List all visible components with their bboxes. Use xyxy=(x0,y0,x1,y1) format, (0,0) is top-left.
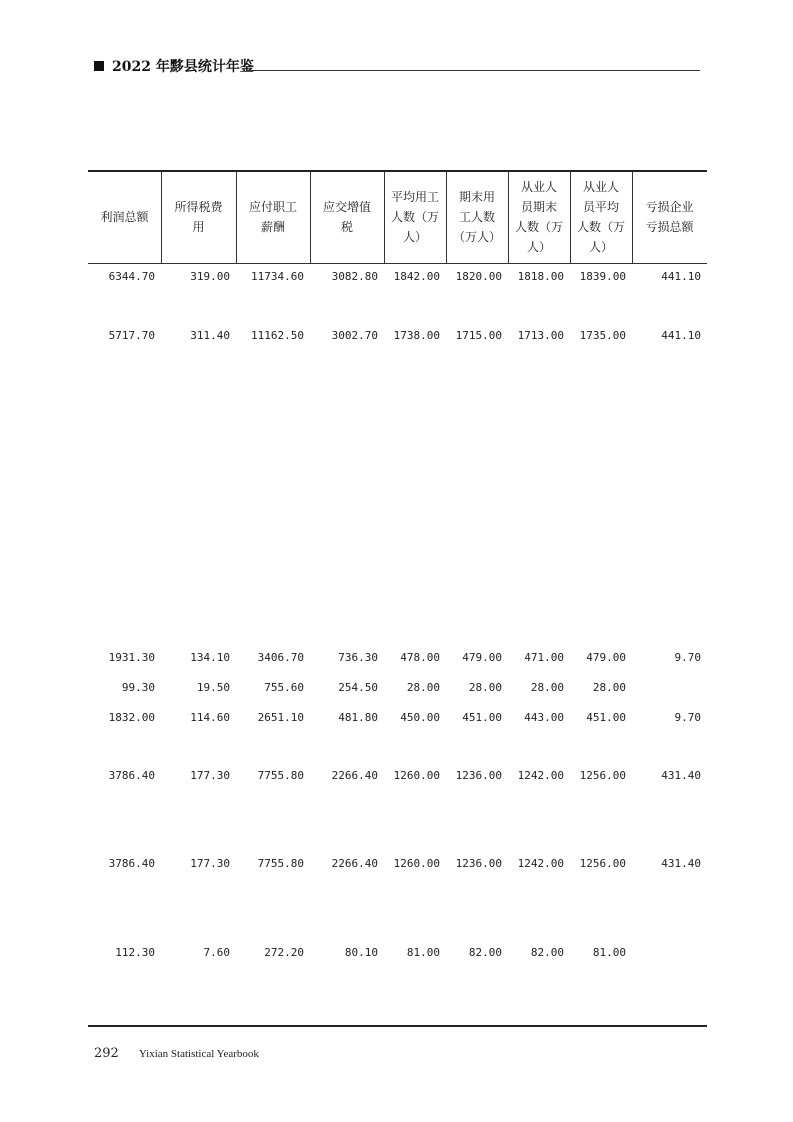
table-cell: 81.00 xyxy=(592,946,626,959)
table-cell: 319.00 xyxy=(190,270,230,283)
table-cell: 19.50 xyxy=(196,681,230,694)
table-cell: 28.00 xyxy=(468,681,502,694)
table-cell: 1738.00 xyxy=(393,329,440,342)
table-cell: 3406.70 xyxy=(257,651,304,664)
table-cell: 1735.00 xyxy=(579,329,626,342)
table-cell: 80.10 xyxy=(344,946,378,959)
table-cell: 177.30 xyxy=(190,769,230,782)
table-cell: 5717.70 xyxy=(108,329,155,342)
column-header: 亏损企业 亏损总额 xyxy=(645,200,694,234)
table-cell: 6344.70 xyxy=(108,270,155,283)
table-cell: 7.60 xyxy=(203,946,230,959)
table-cell: 479.00 xyxy=(462,651,502,664)
table-cell: 431.40 xyxy=(661,769,701,782)
table-cell: 1256.00 xyxy=(579,769,626,782)
table-cell: 1713.00 xyxy=(517,329,564,342)
table-cell: 2266.40 xyxy=(331,857,378,870)
table-cell: 755.60 xyxy=(264,681,304,694)
page-footer xyxy=(94,1046,259,1061)
table-cell: 1260.00 xyxy=(393,857,440,870)
table-cell: 114.60 xyxy=(190,711,230,724)
table-cell: 1260.00 xyxy=(393,769,440,782)
table-cell: 99.30 xyxy=(121,681,155,694)
table-bottom-rule xyxy=(88,1025,707,1027)
column-header: 利润总额 xyxy=(100,210,149,224)
column-header: 从业人 员平均 人数（万 人） xyxy=(576,180,625,254)
page-number: 292 xyxy=(94,1046,119,1061)
table-cell: 112.30 xyxy=(115,946,155,959)
table-cell: 471.00 xyxy=(524,651,564,664)
table-cell: 3082.80 xyxy=(331,270,378,283)
table-cell: 28.00 xyxy=(406,681,440,694)
table-cell: 1818.00 xyxy=(517,270,564,283)
table-cell: 481.80 xyxy=(338,711,378,724)
table-cell: 451.00 xyxy=(586,711,626,724)
header-rule xyxy=(247,70,700,71)
table-cell: 443.00 xyxy=(524,711,564,724)
table-cell: 3786.40 xyxy=(108,769,155,782)
table-cell: 1715.00 xyxy=(455,329,502,342)
table-cell: 3786.40 xyxy=(108,857,155,870)
table-cell: 3002.70 xyxy=(331,329,378,342)
table-cell: 9.70 xyxy=(674,651,701,664)
column-header: 应交增值 税 xyxy=(322,200,371,234)
table-cell: 478.00 xyxy=(400,651,440,664)
table-cell: 1842.00 xyxy=(393,270,440,283)
table-cell: 82.00 xyxy=(468,946,502,959)
table-cell: 441.10 xyxy=(661,329,701,342)
table-cell: 1242.00 xyxy=(517,857,564,870)
table-cell: 1832.00 xyxy=(108,711,155,724)
table-cell: 7755.80 xyxy=(257,857,304,870)
table-cell: 134.10 xyxy=(190,651,230,664)
table-cell: 81.00 xyxy=(406,946,440,959)
table-cell: 1820.00 xyxy=(455,270,502,283)
table-header-rule xyxy=(88,263,707,264)
column-header: 从业人 员期末 人数（万 人） xyxy=(514,180,563,254)
table-cell: 1931.30 xyxy=(108,651,155,664)
table-cell: 11734.60 xyxy=(251,270,304,283)
table-cell: 311.40 xyxy=(190,329,230,342)
table-cell: 11162.50 xyxy=(251,329,304,342)
table-cell: 1242.00 xyxy=(517,769,564,782)
column-header: 应付职工 薪酬 xyxy=(248,200,297,234)
table-cell: 9.70 xyxy=(674,711,701,724)
table-cell: 28.00 xyxy=(530,681,564,694)
page-header xyxy=(94,56,254,76)
column-header: 所得税费 用 xyxy=(174,200,223,234)
table-cell: 451.00 xyxy=(462,711,502,724)
table-cell: 177.30 xyxy=(190,857,230,870)
table-cell: 28.00 xyxy=(592,681,626,694)
table-cell: 82.00 xyxy=(530,946,564,959)
table-cell: 1256.00 xyxy=(579,857,626,870)
yearbook-title: 2022 年黟县统计年鉴 xyxy=(112,59,254,75)
footer-title: Yixian Statistical Yearbook xyxy=(138,1048,259,1060)
table-cell: 7755.80 xyxy=(257,769,304,782)
column-header: 期末用 工人数 （万人） xyxy=(452,190,501,244)
square-bullet-icon xyxy=(94,61,104,71)
table-cell: 441.10 xyxy=(661,270,701,283)
table-cell: 431.40 xyxy=(661,857,701,870)
table-cell: 254.50 xyxy=(338,681,378,694)
table-cell: 479.00 xyxy=(586,651,626,664)
table-cell: 450.00 xyxy=(400,711,440,724)
column-header: 平均用工 人数（万 人） xyxy=(390,190,439,244)
table-cell: 1236.00 xyxy=(455,769,502,782)
table-cell: 736.30 xyxy=(338,651,378,664)
table-cell: 2266.40 xyxy=(331,769,378,782)
table-cell: 1839.00 xyxy=(579,270,626,283)
table-cell: 1236.00 xyxy=(455,857,502,870)
table-cell: 272.20 xyxy=(264,946,304,959)
table-cell: 2651.10 xyxy=(257,711,304,724)
